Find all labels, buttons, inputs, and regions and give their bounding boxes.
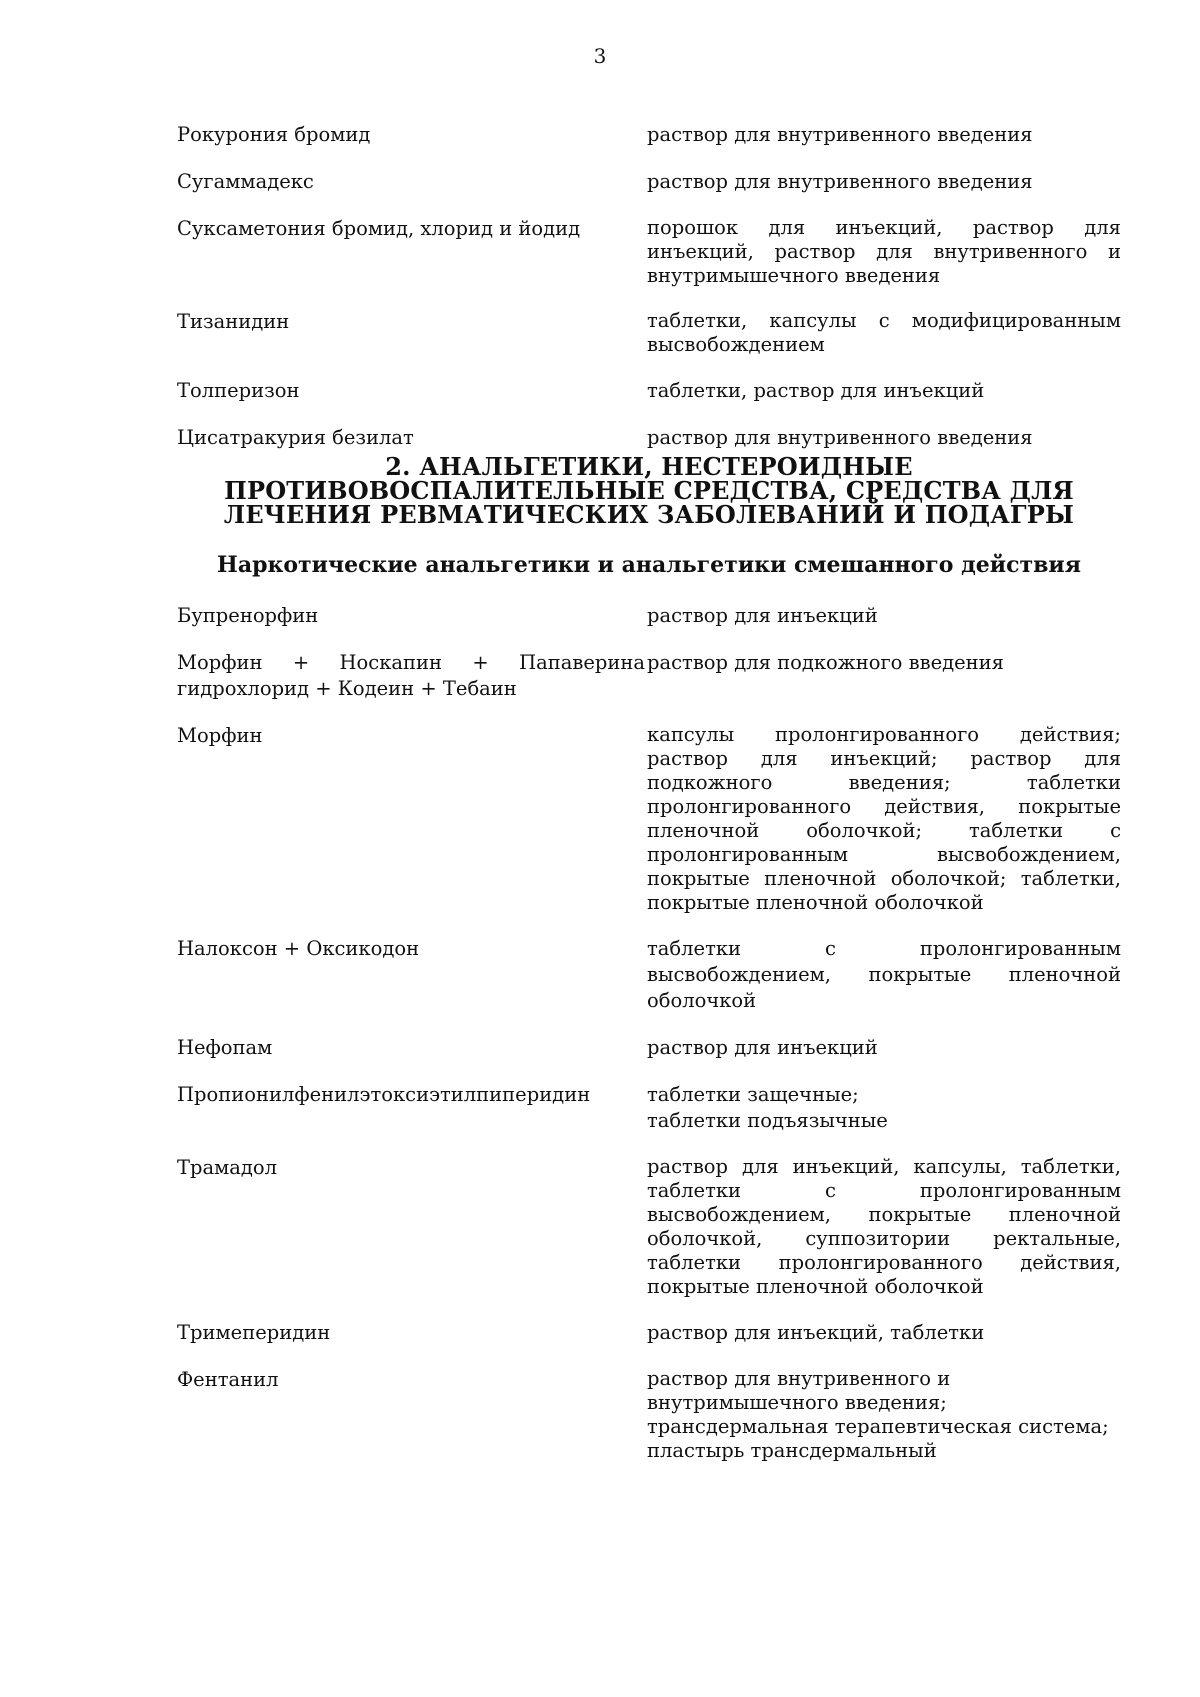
drug-name: Морфин + Носкапин + Папаверина гидрохлорид + Кодеин + Тебаин [177, 651, 645, 700]
section-title-line: ПРОТИВОВОСПАЛИТЕЛЬНЫЕ СРЕДСТВА, СРЕДСТВА ДЛЯ [224, 476, 1074, 505]
table-row [177, 216, 1121, 288]
drug-name: Тизанидин [177, 310, 290, 333]
table-row [177, 1155, 1121, 1299]
table-row [177, 1035, 1121, 1061]
dosage-form: порошок для инъекций, раствор для инъекций, раствор для внутривенного и внутримышечного введения [647, 216, 1121, 287]
dosage-form: раствор для внутривенного введения [647, 123, 1033, 146]
drug-name: Трамадол [177, 1156, 278, 1179]
table-row [177, 723, 1121, 915]
dosage-form [647, 1367, 1121, 1463]
table-row [177, 169, 1121, 195]
table-row [177, 603, 1121, 629]
dosage-form: таблетки, раствор для инъекций [647, 379, 985, 402]
page-number: 3 [593, 44, 607, 68]
section-title [177, 452, 1121, 529]
dosage-form-line: таблетки подъязычные [647, 1109, 888, 1132]
dosage-form: капсулы пролонгированного действия; раствор для инъекций; раствор для подкожного введения; таблетки пролонгированного действия, покрытые пленочной оболочкой; таблетки с пролонгированным высвобождением, покрытые пленочной оболочкой; таблетки, покрытые пленочной оболочкой [647, 723, 1121, 914]
dosage-form: таблетки, капсулы с модифицированным высвобождением [647, 309, 1121, 356]
dosage-form: раствор для инъекций, таблетки [647, 1321, 985, 1344]
drug-name: Нефопам [177, 1036, 273, 1059]
dosage-form: таблетки с пролонгированным высвобождением, покрытые пленочной оболочкой [647, 937, 1121, 1012]
dosage-form: раствор для инъекций [647, 1036, 878, 1059]
table-row [177, 936, 1121, 1014]
drug-name: Толперизон [177, 379, 300, 402]
dosage-form-line: раствор для внутривенного и [647, 1367, 951, 1390]
dosage-form: раствор для внутривенного введения [647, 426, 1033, 449]
dosage-form-line: таблетки защечные; [647, 1083, 859, 1106]
table-row [177, 1367, 1121, 1463]
drug-name: Сугаммадекс [177, 170, 314, 193]
table-row [177, 1082, 1121, 1134]
drug-name: Бупренорфин [177, 604, 319, 627]
table-row [177, 309, 1121, 357]
section-title-line: 2. АНАЛЬГЕТИКИ, НЕСТЕРОИДНЫЕ [385, 452, 913, 481]
drug-name: Морфин [177, 724, 263, 747]
drug-list [177, 122, 1121, 1463]
dosage-form: раствор для подкожного введения [647, 651, 1004, 674]
drug-name: Цисатракурия безилат [177, 426, 414, 449]
table-row [177, 425, 1121, 451]
dosage-form-line: внутримышечного введения; [647, 1391, 947, 1414]
drug-name: Пропионилфенилэтоксиэтилпиперидин [177, 1083, 591, 1106]
dosage-form: раствор для внутривенного введения [647, 170, 1033, 193]
drug-name: Налоксон + Оксикодон [177, 937, 420, 960]
table-row [177, 378, 1121, 404]
drug-name: Суксаметония бромид, хлорид и йодид [177, 217, 581, 240]
table-row [177, 1320, 1121, 1346]
drug-name: Фентанил [177, 1368, 279, 1391]
dosage-form [647, 1082, 1121, 1134]
subsection-title: Наркотические анальгетики и анальгетики смешанного действия [217, 552, 1081, 578]
section-title-line: ЛЕЧЕНИЯ РЕВМАТИЧЕСКИХ ЗАБОЛЕВАНИЙ И ПОДАГРЫ [223, 500, 1075, 529]
table-row [177, 122, 1121, 148]
dosage-form: раствор для инъекций, капсулы, таблетки, таблетки с пролонгированным высвобождением, покрытые пленочной оболочкой, суппозитории ректальные, таблетки пролонгированного действия, покрытые пленочной оболочкой [647, 1155, 1121, 1298]
drug-name: Рокурония бромид [177, 123, 371, 146]
drug-name: Тримеперидин [177, 1321, 331, 1344]
dosage-form: раствор для инъекций [647, 604, 878, 627]
table-row [177, 650, 1121, 702]
dosage-form-line: пластырь трансдермальный [647, 1439, 937, 1462]
dosage-form-line: трансдермальная терапевтическая система; [647, 1415, 1109, 1438]
